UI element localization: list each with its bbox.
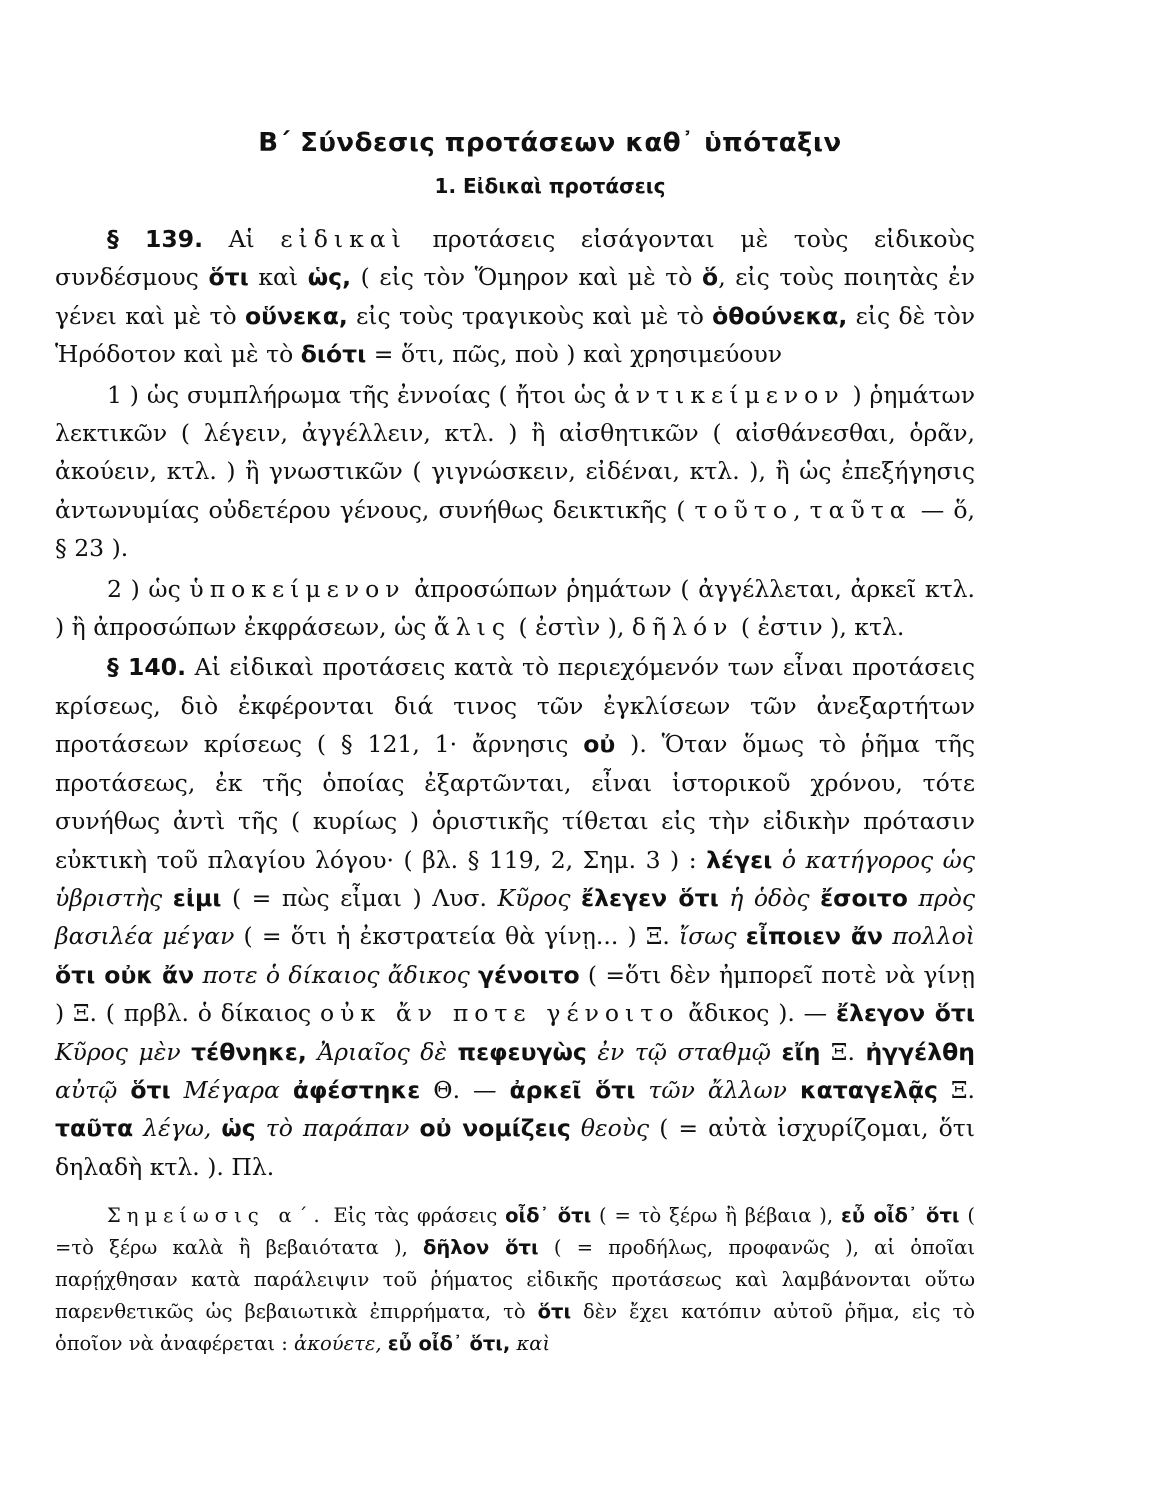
paragraph-139: § 139. Αἱ εἰδικαὶ προτάσεις εἰσάγονται μὲ τοὺς εἰδικοὺς συνδέσμους ὅτι καὶ ὡς, ( εἰς τὸν Ὅμηρον καὶ μὲ τὸ ὅ, εἰς τοὺς ποιητὰς ἐν γένει καὶ μὲ τὸ οὕνεκα, εἰς τοὺς τραγικοὺς καὶ μὲ τὸ ὁθούνεκα, εἰς δὲ τὸν Ἡρόδοτον καὶ μὲ τὸ διότι = ὅτι, πῶς, ποὺ ) καὶ χρησιμεύουν [55, 225, 976, 369]
paragraph-number: § 140. [107, 653, 187, 682]
subsection-heading: 1. Εἰδικαὶ προτάσεις [434, 174, 666, 198]
paragraph-number: § 139. [107, 225, 204, 253]
paragraph-140: § 140. Αἱ εἰδικαὶ προτάσεις κατὰ τὸ περιεχόμενόν των εἶναι προτάσεις κρίσεως, διὸ ἐκφέρονται διά τινος τῶν ἐγκλίσεων τῶν ἀνεξαρτήτων προτάσεων κρίσεως ( § 121, 1· ἄρνησις οὐ ). Ὅταν ὅμως τὸ ῥῆμα τῆς προτάσεως, ἐκ τῆς ὁποίας ἐξαρτῶνται, εἶναι ἱστορικοῦ χρόνου, τότε συνήθως ἀντὶ τῆς ( κυρίως ) ὁριστικῆς τίθεται εἰς τὴν εἰδικὴν πρότασιν εὐκτικὴ τοῦ πλαγίου λόγου· ( βλ. § 119, 2, Σημ. 3 ) : λέγει ὁ κατήγορος ὡς ὑβριστὴς εἰμι ( = πὼς εἶμαι ) Λυσ. Κῦρος ἔλεγεν ὅτι ἡ ὁδὸς ἔσοιτο πρὸς βασιλέα μέγαν ( = ὅτι ἡ ἐκστρατεία θὰ γίνῃ... ) Ξ. ἴσως εἶποιεν ἄν πολλοὶ ὅτι οὐκ ἄν ποτε ὁ δίκαιος ἄδικος γένοιτο ( =ὅτι δὲν ἠμπορεῖ ποτὲ νὰ γίνῃ ) Ξ. ( πρβλ. ὁ δίκαιος οὐκ ἄν ποτε γένοιτο ἄδικος ). — ἔλεγον ὅτι Κῦρος μὲν τέθνηκε, Ἀριαῖος δὲ πεφευγὼς ἐν τῷ σταθμῷ εἴη Ξ. ἠγγέλθη αὐτῷ ὅτι Μέγαρα ἀφέστηκε Θ. — ἀρκεῖ ὅτι τῶν ἄλλων καταγελᾷς Ξ. ταῦτα λέγω, ὡς τὸ παράπαν οὐ νομίζεις θεοὺς ( = αὐτὰ ἰσχυρίζομαι, ὅτι δηλαδὴ κτλ. ). Πλ. [55, 653, 976, 1181]
section-heading: Β΄ Σύνδεσις προτάσεων καθ᾿ ὑπόταξιν [258, 128, 842, 158]
item-1: 1 ) ὡς συμπλήρωμα τῆς ἐννοίας ( ἤτοι ὡς ἀντικείμενον ) ῥημάτων λεκτικῶν ( λέγειν, ἀγγέλλειν, κτλ. ) ἢ αἰσθητικῶν ( αἰσθάνεσθαι, ὁρᾶν, ἀκούειν, κτλ. ) ἢ γνωστικῶν ( γιγνώσκειν, εἰδέναι, κτλ. ), ἢ ὡς ἐπεξήγησις ἀντωνυμίας οὐδετέρου γένους, συνήθως δεικτικῆς ( τοῦτο, ταῦτα — ὅ, § 23 ). [55, 380, 975, 563]
note-label: Σημείωσις α΄. [107, 1204, 326, 1228]
note-alpha: Σημείωσις α΄. Εἰς τὰς φράσεις οἶδ᾿ ὅτι ( = τὸ ξέρω ἢ βέβαια ), εὖ οἶδ᾿ ὅτι ( =τὸ ξέρω καλὰ ἢ βεβαιότατα ), δῆλον ὅτι ( = προδήλως, προφανῶς ), αἱ ὁποῖαι παρῄχθησαν κατὰ παράλειψιν τοῦ ῥήματος εἰδικῆς προτάσεως καὶ λαμβάνονται οὕτω παρενθετικῶς ὡς βεβαιωτικὰ ἐπιρρήματα, τὸ ὅτι δὲν ἔχει κατόπιν αὐτοῦ ῥῆμα, εἰς τὸ ὁποῖον νὰ ἀναφέρεται : ἀκούετε, εὖ οἶδ᾿ ὅτι, καὶ [55, 1204, 976, 1356]
item-2: 2 ) ὡς ὑποκείμενον ἀπροσώπων ῥημάτων ( ἀγγέλλεται, ἀρκεῖ κτλ. ) ἢ ἀπροσώπων ἐκφράσεων, ὡς ἄλις ( ἐστὶν ), δῆλόν ( ἐστιν ), κτλ. [55, 574, 975, 642]
